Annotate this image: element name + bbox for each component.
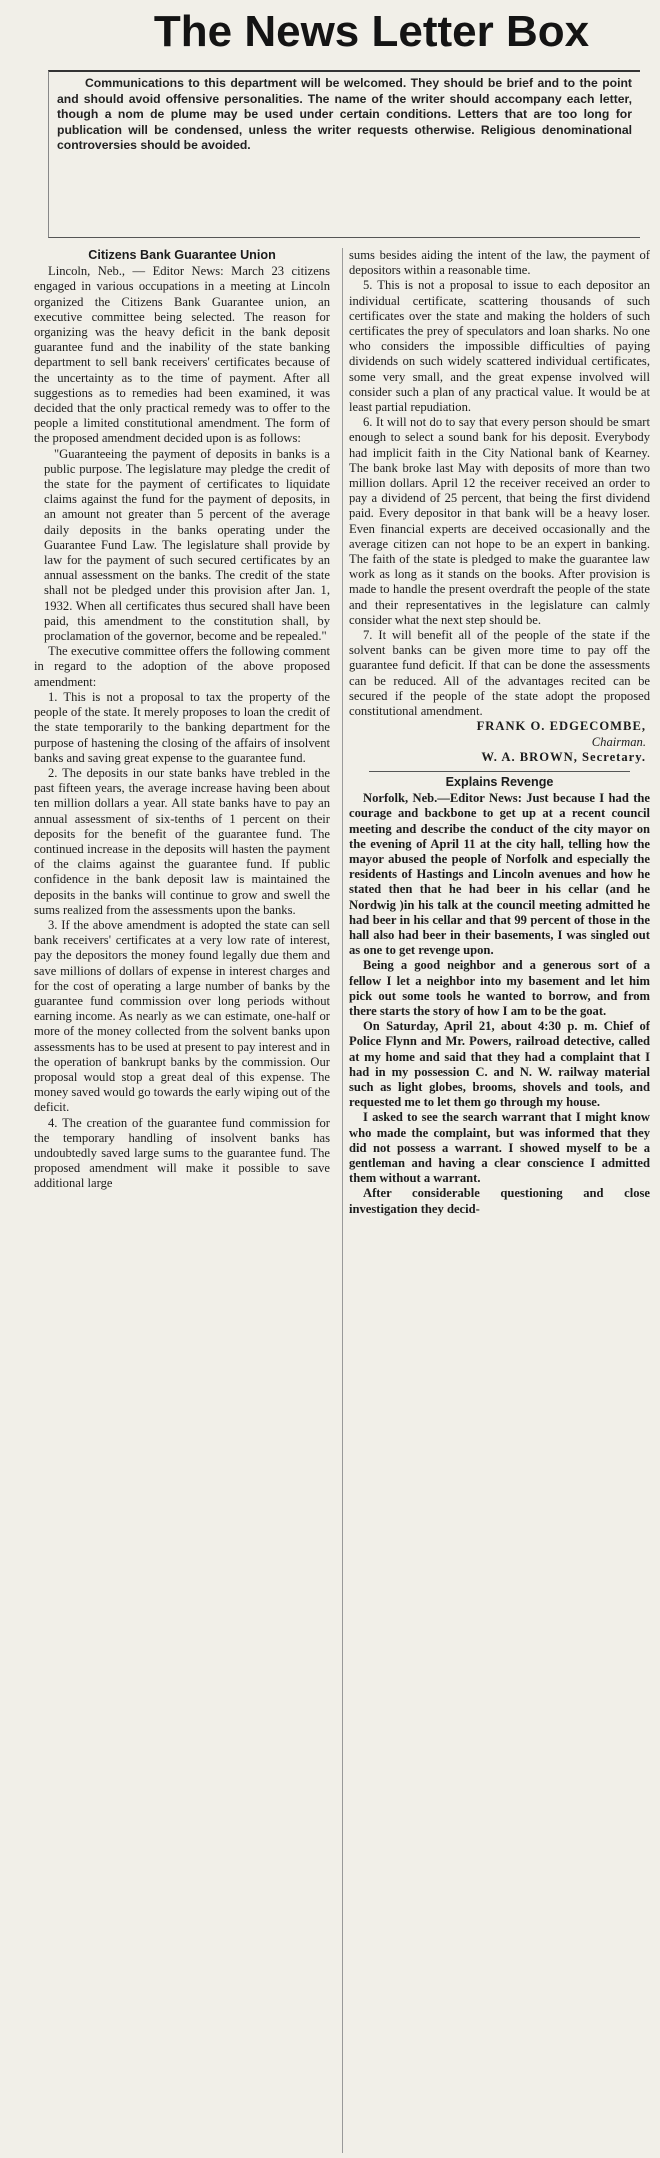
signature-chairman-title: Chairman. — [591, 734, 646, 749]
letter-paragraph: 2. The deposits in our state banks have trebled in the past fifteen years, the average increase having been about ten million dollars a year. All state banks have to pay an annual assessment of six-tenths of 1 percent on their deposits for the benefit of the guarantee fund. The continued increase in the deposits will hasten the payment of the claims against the guarantee fund. If public confidence in the bank deposit law is maintained the deposits in the banks will continue to grow and swell the sums realized from the assessments upon the banks. — [34, 765, 330, 917]
masthead — [84, 0, 659, 64]
letter-paragraph: Lincoln, Neb., — Editor News: March 23 citizens engaged in various occupations in a meeting at Lincoln organized the Citizens Bank Guarantee union, an executive committee being selected. The reason for organizing was the heavy deficit in the bank deposit guarantee fund and the inability of the state banking department to sell bank receivers' certificates because of the uncertainty as to the time of payment. After all suggestions as to remedies had been examined, it was decided that the only practical remedy was to offer to the people a limited constitutional amendment. The form of the proposed amendment decided upon is as follows: — [34, 264, 330, 446]
letter-paragraph: 3. If the above amendment is adopted the state can sell bank receivers' certificates at a very low rate of interest, pay the depositors the money found legally due them and save millions of dollars of expense in interest charges and for the cost of operating a large number of banks by the guarantee fund commission over long periods without earning income. As nearly as we can estimate, one-half or more of the money collected from the solvent banks upon assessments has to be used at present to pay interest and in the operation of bankrupt banks by the commission. Our proposal would stop a great deal of this expense. The money saved would go towards the early wiping out of the deficit. — [34, 917, 330, 1115]
letter-paragraph: On Saturday, April 21, about 4:30 p. m. Chief of Police Flynn and Mr. Powers, railroad detective, called at my home and said that they had a complaint that I had in my possession C. and N. W. railway material such as light globes, brooms, shovels and tools, and requested me to let them go through my house. — [349, 1019, 650, 1110]
letter-paragraph: I asked to see the search warrant that I might know who made the complaint, but was informed that they did not possess a warrant. I showed myself to be a gentleman and having a clear conscience I admitted them without a warrant. — [349, 1110, 650, 1186]
editorial-notice: Communications to this department will be welcomed. They should be brief and to the point and should avoid offensive personalities. The name of the writer should accompany each letter, though a nom de plume may be used under certain conditions. Letters that are too long for publication will be condensed, unless the writer requests otherwise. Religious denominational controversies should be avoided. — [48, 70, 640, 238]
letter-paragraph: 7. It will benefit all of the people of the state if the solvent banks can be given more time to pay off the guarantee fund deficit. If that can be done the assessments can be reduced. All of the advantages recited can be secured if the people of the state adopt the proposed constitutional amendment. — [349, 628, 650, 719]
column-right — [342, 248, 650, 2153]
signature-block — [349, 719, 650, 765]
letter-paragraph: 6. It will not do to say that every person should be smart enough to select a sound bank for his deposit. Everybody had implicit faith in the City National bank of Kearney. The bank broke last May with deposits of more than two million dollars. April 12 the receiver received an order to pay a dividend of 25 percent, that being the first dividend paid. Every depositor in that bank will be a heavy loser. Even financial experts are deceived occasionally and the average citizen can not hope to be an expert in banking. The faith of the state is pledged to make the guarantee law work as long as it stands on the books. After provision is made to handle the present overdraft the people of the state and their representatives in the legislature can calmly consider what the next step should be. — [349, 415, 650, 627]
letter-paragraph: Norfolk, Neb.—Editor News: Just because I had the courage and backbone to get up at a recent council meeting and describe the conduct of the city mayor on the evening of April 11 at the city hall, telling how the mayor abused the people of Norfolk and especially the residents of Hastings and Lincoln avenues and how he stated then that he had beer in his cellar (and he Nordwig )in his talk at the council meeting admitted he had beer in his cellar and that 99 percent of those in the hall also had beer in their basements, I was singled out as one to get revenge upon. — [349, 791, 650, 958]
signature-secretary: W. A. BROWN, Secretary. — [481, 749, 646, 764]
letter-paragraph: Being a good neighbor and a generous sort of a fellow I let a neighbor into my basement and let him pick out some tools he wanted to borrow, and from there starts the story of how I am to be the goat. — [349, 958, 650, 1018]
letter-paragraph: sums besides aiding the intent of the law, the payment of depositors within a reasonable time. — [349, 248, 650, 278]
amendment-quote: "Guaranteeing the payment of deposits in banks is a public purpose. The legislature may pledge the credit of the state for the payment of certificates to liquidate claims against the fund for the payment of deposits, in an amount not greater than 5 percent of the average daily deposits in the banks operating under the Guarantee Fund Law. The legislature shall provide by law for the payment of such secured certificates by an annual assessment on the banks. The credit of the state shall not be pledged under this provision after Jan. 1, 1932. When all certificates thus secured shall have been paid, this amendment to the constitution shall, by proclamation of the governor, become and be repealed." — [44, 446, 330, 644]
letter-headline: Explains Revenge — [445, 774, 554, 789]
column-left — [34, 248, 330, 2153]
signature-chairman: FRANK O. EDGECOMBE, — [476, 719, 646, 734]
letter-paragraph: 5. This is not a proposal to issue to each depositor an individual certificate, scattering thousands of such certificates over the state and making the holders of such certificates the prey of speculators and loan sharks. No one who considers the impossible difficulties of paying dividends on such widely scattered individual certificates, some very small, and the great expense involved will consider such a plan of any practical value. It would be at least partial repudiation. — [349, 278, 650, 415]
masthead-title: The News Letter Box — [153, 7, 590, 56]
letter-paragraph: The executive committee offers the following comment in regard to the adoption of the above proposed amendment: — [34, 644, 330, 689]
letter-paragraph: 4. The creation of the guarantee fund commission for the temporary handling of insolvent banks has undoubtedly saved large sums to the guarantee fund. The proposed amendment will make it possible to save additional large — [34, 1115, 330, 1191]
letter-divider — [369, 771, 630, 772]
letter-paragraph: 1. This is not a proposal to tax the property of the people of the state. It merely proposes to loan the credit of the state temporarily to the banking department for the purpose of hastening the closing of the affairs of insolvent banks and saving great expense to the guarantee fund. — [34, 689, 330, 765]
letter-headline: Citizens Bank Guarantee Union — [88, 248, 276, 262]
letter-paragraph: After considerable questioning and close investigation they decid- — [349, 1186, 650, 1216]
